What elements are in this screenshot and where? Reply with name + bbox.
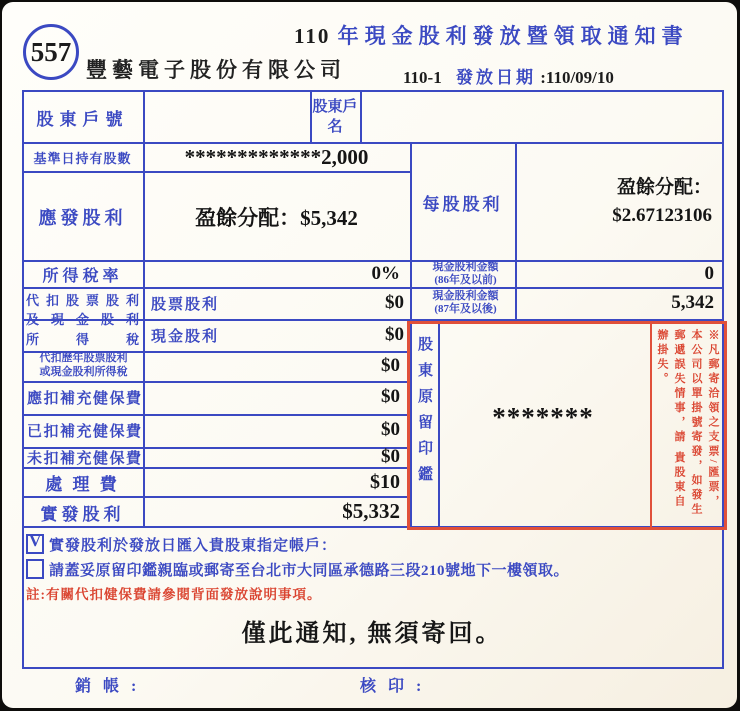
settlement-label: 銷 帳 : xyxy=(75,678,141,695)
center-notice: 僅此通知, 無須寄回。 xyxy=(241,621,503,647)
nhi-undeducted-label: 未扣補充健保費 xyxy=(27,450,143,467)
pickup-option-line xyxy=(26,558,569,580)
cash-dividend-value: $0 xyxy=(385,324,404,345)
stock-dividend-row xyxy=(145,289,408,317)
nhi-due-label: 應扣補充健保費 xyxy=(27,391,143,407)
page-title xyxy=(294,20,689,50)
historical-withholding-value: $0 xyxy=(381,355,400,376)
title-text: 年現金股利發放暨領取通知書 xyxy=(337,24,689,48)
historical-withholding-label: 代扣歷年股票股利 或現金股利所得稅 xyxy=(39,352,128,378)
cash-after87-value: 5,342 xyxy=(671,292,714,313)
nhi-due-value: $0 xyxy=(381,386,400,407)
title-year: 110 xyxy=(294,24,331,48)
check-mark: V xyxy=(29,531,42,550)
nhi-deducted-label: 已扣補充健保費 xyxy=(27,424,143,440)
transfer-option-line xyxy=(26,533,337,555)
cash-before86-value: 0 xyxy=(704,263,714,284)
issue-date-value: :110/09/10 xyxy=(540,68,614,87)
net-dividend-value: $5,332 xyxy=(342,499,400,523)
transfer-option-text: 實發股利於發放日匯入貴股東指定帳戶： xyxy=(49,537,338,554)
company-name: 豐藝電子股份有限公司 xyxy=(86,58,346,82)
verification-label: 核 印 : xyxy=(360,678,426,695)
pickup-option-text: 請蓋妥原留印鑑親臨或郵寄至台北市大同區承德路三段210號地下一樓領取。 xyxy=(49,562,570,579)
per-share-line1: 盈餘分配： xyxy=(616,176,712,198)
serial-number: 557 xyxy=(30,36,72,67)
serial-number-badge xyxy=(23,24,79,80)
issue-date-label: 發放日期 xyxy=(455,68,536,87)
net-dividend-label: 實發股利 xyxy=(40,504,125,524)
account-number-label: 股東戶號 xyxy=(36,109,129,129)
cash-after87-label: 現金股利金額 (87年及以後) xyxy=(432,289,499,315)
stock-dividend-value: $0 xyxy=(385,292,404,313)
base-shares-value: *************2,000 xyxy=(184,144,369,169)
notice-card xyxy=(2,2,737,708)
transfer-checkbox xyxy=(26,531,44,554)
nhi-deducted-value: $0 xyxy=(381,419,400,440)
mail-loss-notice: ※凡郵寄洽領之支票/匯票，本公司以單掛號寄發，如發生郵遞誤失情事，請 貴股東自辦掛失。 xyxy=(650,324,724,527)
per-share-line2: $2.67123106 xyxy=(612,205,712,226)
seal-value: ******* xyxy=(492,402,594,432)
health-note-text: 註:有關代扣健保費請參閱背面發放說明事項。 xyxy=(26,587,322,602)
per-share-dividend-value xyxy=(517,144,720,260)
batch-number: 110-1 xyxy=(403,68,442,87)
stock-dividend-label: 股票股利 xyxy=(151,296,220,313)
cash-before86-label: 現金股利金額 (86年及以前) xyxy=(432,260,499,286)
health-note-line xyxy=(26,583,322,603)
handling-fee-value: $10 xyxy=(370,470,400,493)
cash-dividend-label: 現金股利 xyxy=(151,328,220,345)
account-name-value xyxy=(362,92,722,142)
seal-box xyxy=(407,321,727,530)
payable-dividend-value: 盈餘分配：$5,342 xyxy=(195,205,358,230)
handling-fee-label: 處 理 費 xyxy=(45,475,120,494)
per-share-dividend-label: 每股股利 xyxy=(422,194,503,214)
tax-rate-value: 0% xyxy=(371,263,400,284)
issue-date-line xyxy=(403,63,614,88)
cash-dividend-row xyxy=(145,321,408,349)
withholding-tax-label: 代扣股票股利 及現金股利 所得稅 xyxy=(26,292,139,347)
payable-dividend-label: 應發股利 xyxy=(38,207,127,228)
nhi-undeducted-value: $0 xyxy=(381,446,400,467)
pickup-checkbox xyxy=(26,559,44,579)
base-shares-label: 基準日持有股數 xyxy=(33,151,132,166)
seal-label: 股東原留印鑑 xyxy=(410,324,440,527)
account-name-label: 股東戶名 xyxy=(312,98,358,135)
account-number-value xyxy=(145,92,310,142)
tax-rate-label: 所得稅率 xyxy=(42,268,123,285)
